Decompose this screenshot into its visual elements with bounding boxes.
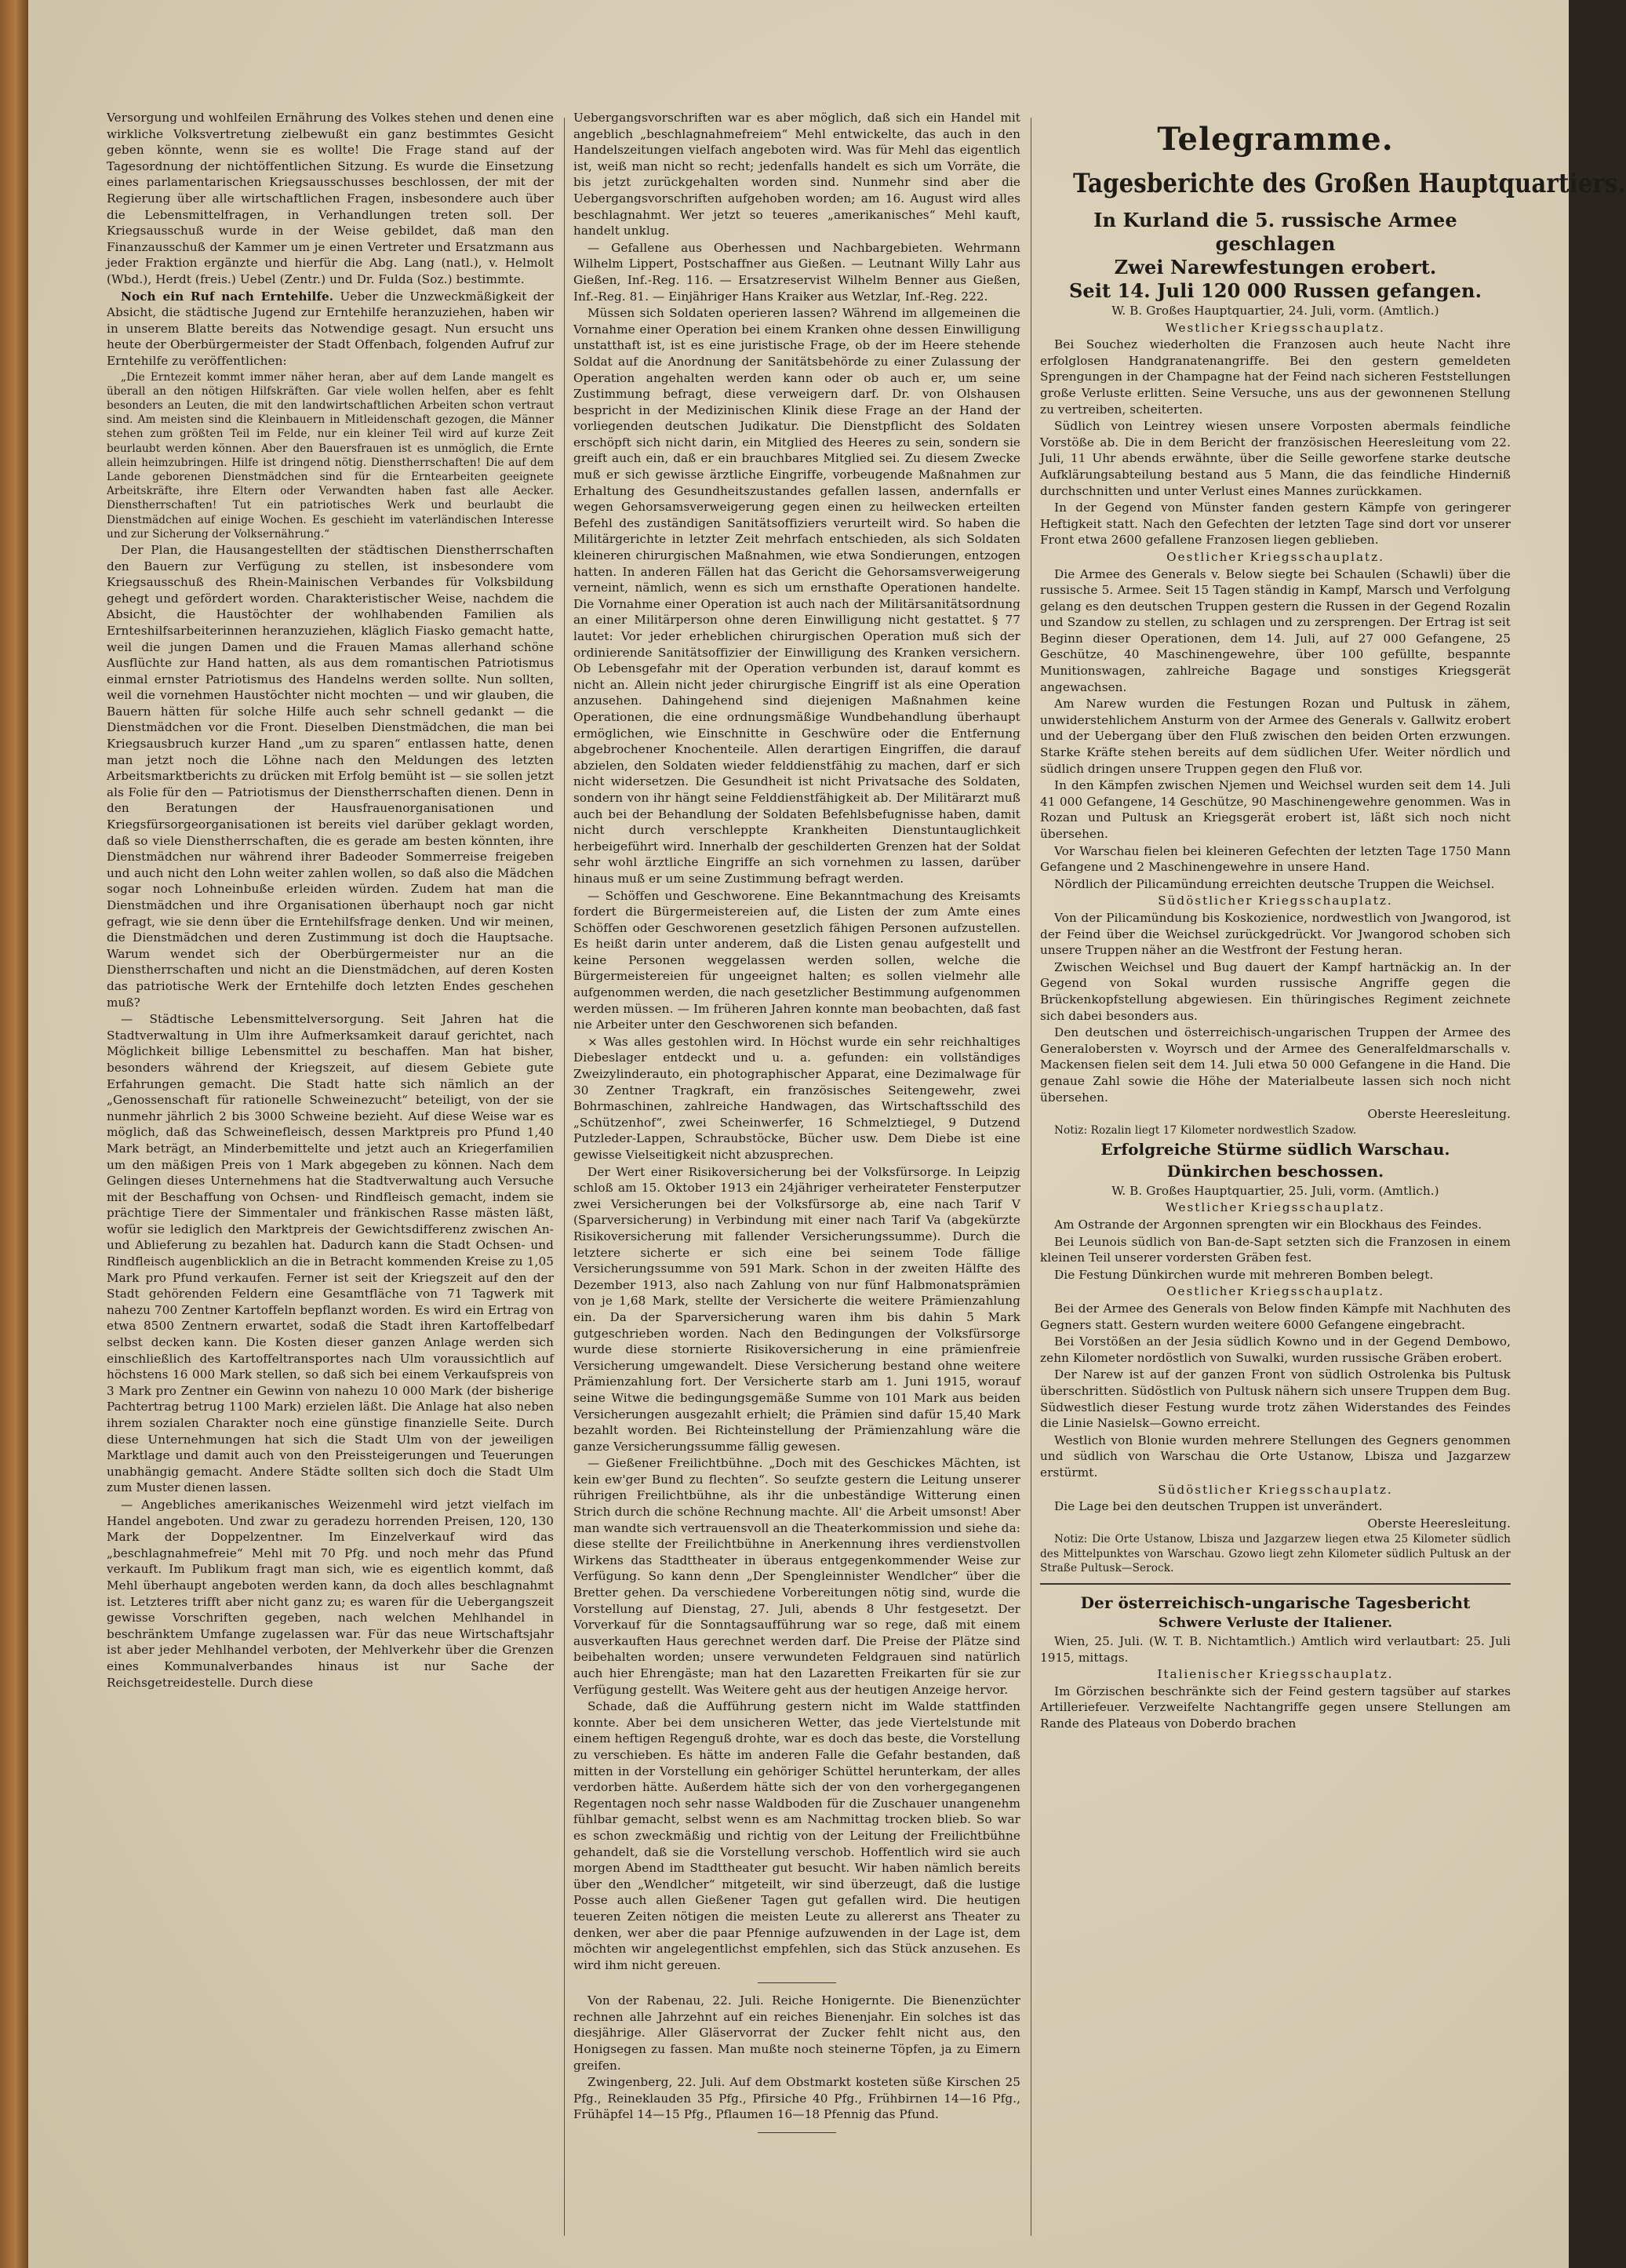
note: Notiz: Rozalin liegt 17 Kilometer nordwestlich Szadow. [1054, 1123, 1357, 1137]
headline: Erfolgreiche Stürme südlich Warschau. [1100, 1139, 1450, 1159]
column-rule [564, 118, 565, 2236]
section-rule [1040, 1583, 1511, 1585]
article-text: Ueber die Unzweckmäßigkeit der Absicht, die städtische Jugend zur Erntehilfe heranzuziehen, haben wir in unserem Blatte bereits das Notwendige gesagt. Nun ersucht uns heute der Oberbürgermeister der Stadt Offenbach, folgenden Aufruf zur Erntehilfe zu veröffentlichen: [107, 289, 555, 368]
report-paragraph: Westlich von Blonie wurden mehrere Stellungen des Gegners genommen und südlich von Warschau die Orte Ustanow, Lbisza und Jazgarzew erstürmt. [1040, 1433, 1511, 1480]
dateline: W. B. Großes Hauptquartier, 24. Juli, vorm. (Amtlich.) [1111, 304, 1439, 318]
article-paragraph: Zwingenberg, 22. Juli. Auf dem Obstmarkt kosteten süße Kirschen 25 Pfg., Reineklauden 35 Pfg., Pfirsiche 40 Pfg., Frühbirnen 14—16 Pfg., Frühäpfel 14—15 Pfg., Pflaumen 16—18 Pfennig das Pfund. [573, 2075, 1020, 2122]
section-divider [758, 2132, 836, 2133]
column-1 [107, 110, 554, 2252]
report-paragraph: Südlich von Leintrey wiesen unsere Vorposten abermals feindliche Vorstöße ab. Die in dem Bericht der französischen Heeresleitung vom 22. Juli, 11 Uhr abends erwähnte, über die Seille geworfene starke deutsche Aufklärungsabteilung bestand aus 5 Mann, die das feindliche Hinderniß durchschnitten und unter Verlust eines Mannes zurückkamen. [1040, 419, 1511, 498]
theater-heading: Westlicher Kriegsschauplatz. [1166, 320, 1385, 335]
dateline: W. B. Großes Hauptquartier, 25. Juli, vorm. (Amtlich.) [1111, 1183, 1439, 1198]
theater-heading: Westlicher Kriegsschauplatz. [1166, 1200, 1385, 1215]
report-paragraph: Die Armee des Generals v. Below siegte bei Schaulen (Schawli) über die russische 5. Armee. Seit 15 Tagen ständig in Kampf, Marsch und Verfolgung gelang es den deutschen Truppen gestern die Russen in der Gegend Rozalin und Szandow zu stellen, zu schlagen und zu zersprengen. Der Ertrag ist seit Beginn dieser Operationen, dem 14. Juli, auf 27 000 Gefangene, 25 Geschütze, 40 Maschinengewehre, über 100 gefüllte, bespannte Munitionswagen, zahlreiche Bagage und sonstiges Kriegsgerät angewachsen. [1040, 566, 1511, 694]
headline: Schwere Verluste der Italiener. [1158, 1615, 1393, 1631]
report-paragraph: Nördlich der Pilicamündung erreichten deutsche Truppen die Weichsel. [1054, 876, 1495, 891]
signature: Oberste Heeresleitung. [1367, 1107, 1511, 1122]
section-title: Telegramme. [1157, 121, 1394, 158]
column-2 [573, 110, 1020, 2252]
scan-binding-edge [0, 0, 28, 2268]
report-paragraph: Am Ostrande der Argonnen sprengten wir ein Blockhaus des Feindes. [1054, 1218, 1482, 1232]
article-paragraph: × Was alles gestohlen wird. In Höchst wurde ein sehr reichhaltiges Diebeslager entdeckt und u. a. gefunden: ein vollständiges Zweizylinderauto, ein photographischer Apparat, eine Dezimalwage für 30 Zentner Tragkraft, ein französisches Seitengewehr, zwei Bohrmaschinen, zahlreiche Handwagen, das Wirtschaftsschild des „Schützenhof“, zwei Scheinwerfer, 16 Schmelztiegel, 9 Dutzend Putzleder-Lappen, Schraubstöcke, Bücher usw. Dem Diebe ist eine gewisse Vielseitigkeit nicht abzusprechen. [573, 1034, 1020, 1162]
article-paragraph: — Gießener Freilichtbühne. „Doch mit des Geschickes Mächten, ist kein ew'ger Bund zu flechten“. So seufzte gestern die Leitung unserer rührigen Freilichtbühne, als ihr die unbeständige Witterung einen Strich durch die schöne Rechnung machte. All' die Arbeit umsonst! Aber man wandte sich vertrauensvoll an die Theaterkommission und siehe da: diese stellte der Freilichtbühne in Anerkennung ihres verdienstvollen Wirkens das Stadttheater in überaus entgegenkommender Weise zur Verfügung. So kann denn „Der Spengleinnister Wendlcher“ über die Bretter gehen. Da verschiedene Vorbereitungen nötig sind, wurde die Vorstellung auf Dienstag, 27. Juli, abends 8 Uhr festgesetzt. Der Vorverkauf für die Sonntagsaufführung war so rege, daß mit einem ausverkauften Haus gerechnet werden darf. Die Preise der Plätze sind beibehalten worden; unsere verwundeten Feldgrauen sind natürlich auch hier Ehrengäste; man hat den Lazaretten Freikarten für sie zur Verfügung gestellt. Was Weitere geht aus der heutigen Anzeige hervor. [573, 1456, 1020, 1697]
section-divider [758, 1982, 836, 1983]
report-paragraph: Bei der Armee des Generals von Below finden Kämpfe mit Nachhuten des Gegners statt. Gestern wurden weitere 6000 Gefangene eingebracht. [1040, 1301, 1511, 1332]
headline: Dünkirchen beschossen. [1166, 1161, 1384, 1181]
report-paragraph: Zwischen Weichsel und Bug dauert der Kampf hartnäckig an. In der Gegend von Sokal wurden russische Angriffe gegen die Brückenkopfstellung abgewiesen. Ein thüringisches Regiment zeichnete sich dabei besonders aus. [1040, 959, 1511, 1023]
theater-heading: Südöstlicher Kriegsschauplatz. [1158, 1482, 1393, 1497]
report-paragraph: Bei Souchez wiederholten die Franzosen auch heute Nacht ihre erfolglosen Handgranatenangriffe. Bei den gestern gemeldeten Sprengungen in der Champagne hat der Feind nach sicheren Feststellungen große Verluste erlitten. Seine Versuche, uns aus der gewonnenen Stellung zu vertreiben, scheiterten. [1040, 337, 1511, 417]
report-paragraph: Im Görzischen beschränkte sich der Feind gestern tagsüber auf starkes Artilleriefeuer. Verzweifelte Nachtangriffe gegen unsere Stellungen am Rande des Plateaus von Doberdo brachen [1040, 1684, 1511, 1731]
note: Notiz: Die Orte Ustanow, Lbisza und Jazgarzew liegen etwa 25 Kilometer südlich des Mittelpunktes von Warschau. Gzowo liegt zehn Kilometer südlich Pultusk an der Straße Pultusk—Serock. [1040, 1533, 1511, 1574]
report-paragraph: Von der Pilicamündung bis Koskozienice, nordwestlich von Jwangorod, ist der Feind über die Weichsel zurückgedrückt. Vor Jwangorod schoben sich unsere Truppen näher an die Westfront der Festung heran. [1040, 910, 1511, 958]
article-paragraph: Uebergangsvorschriften war es aber möglich, daß sich ein Handel mit angeblich „beschlagnahmefreiem“ Mehl entwickelte, das auch in den Handelszeitungen vielfach angeboten wird. Was für Mehl das eigentlich ist, weiß man nicht so recht; jedenfalls handelt es sich um Vorräte, die bis jetzt zurückgehalten worden sind. Nunmehr sind aber die Uebergangsvorschriften aufgehoben worden; am 16. August wird alles beschlagnahmt. Wer jetzt so teueres „amerikanisches“ Mehl kauft, handelt unklug. [573, 111, 1020, 238]
headline: Seit 14. Juli 120 000 Russen gefangen. [1068, 279, 1482, 302]
article-heading: Noch ein Ruf nach Erntehilfe. [121, 289, 334, 304]
article-paragraph: Der Wert einer Risikoversicherung bei der Volksfürsorge. In Leipzig schloß am 15. Oktober 1913 ein 24jähriger verheirateter Fensterputzer zwei Versicherungen bei der Volksfürsorge ab, eine nach Tarif V (Sparversicherung) in Verbindung mit einer nach Tarif Va (abgekürzte Risikoversicherung mit fallender Versicherungssumme). Durch die letztere sicherte er sich eine bei seinem Tode fällige Versicherungssumme von 591 Mark. Schon in der zweiten Hälfte des Dezember 1913, also nach Zahlung von nur fünf Halbmonatsprämien von je 1,68 Mark, stellte der Versicherte die weitere Prämienzahlung ein. Da der Sparversicherung waren ihm bis dahin 5 Mark gutgeschrieben worden. Nach den Bedingungen der Volksfürsorge wurde diese stornierte Risikoversicherung in eine prämienfreie Versicherung umgewandelt. Diese Versicherung bestand ohne weitere Prämienzahlung fort. Der Versicherte starb am 1. Juni 1915, worauf seine Witwe die bedingungsgemäße Summe von 101 Mark aus beiden Versicherungen ausgezahlt erhielt; die Prämien sind dafür 15,40 Mark bezahlt worden. Bei Richteinstellung der Prämienzahlung wäre die ganze Versicherungssumme fällig gewesen. [573, 1164, 1020, 1454]
dateline: Wien, 25. Juli. (W. T. B. Nichtamtlich.) Amtlich wird verlautbart: 25. Juli 1915, mittags. [1040, 1633, 1511, 1665]
article-paragraph: Müssen sich Soldaten operieren lassen? Während im allgemeinen die Vornahme einer Operation bei einem Kranken ohne dessen Einwilligung unstatthaft ist, ist es eine juristische Frage, ob der im Heere stehende Soldat auf die Anordnung der Sanitätsbehörde zu einer Zulassung der Operation angehalten werden kann oder ob auch er, um seine Zustimmung befragt, diese verweigern darf. Dr. von Olshausen bespricht in der Medizinischen Klinik diese Frage an der Hand der vorliegenden deutschen Judikatur. Die Dienstpflicht des Soldaten erschöpft sich nicht darin, ein Mitglied des Heeres zu sein, sondern sie greift auch ein, daß er ein brauchbares Mitglied sei. Zu diesem Zwecke muß er sich gewisse ärztliche Eingriffe, vorbeugende Maßnahmen zur Erhaltung des Gesundheitszustandes gefallen lassen, andernfalls er wegen Gehorsamsverweigerung gegen einen zu heilwecken erteilten Befehl des zuständigen Sanitätsoffiziers verurteilt wird. So haben die Militärgerichte in letzter Zeit mehrfach entschieden, als sich Soldaten kleineren chirurgischen Maßnahmen, wie etwa Sondierungen, entzogen hatten. In anderen Fällen hat das Gericht die Gehorsamsverweigerung verneint, nämlich, wenn es sich um ernsthafte Operationen handelte. Die Vornahme einer Operation ist auch nach der Militärsanitätsordnung an einer Militärperson ohne deren Einwilligung nicht gestattet. § 77 lautet: Vor jeder erheblichen chirurgischen Operation muß sich der ordinierende Sanitätsoffizier der Einwilligung des Kranken versichern. Ob Lebensgefahr mit der Operation verbunden ist, darauf kommt es nicht an. Allein nicht jeder chirurgische Eingriff ist als eine Operation anzusehen. Dahingehend sind diejenigen Maßnahmen keine Operationen, die eine ordnungsmäßige Wundbehandlung überhaupt ermöglichen, wie Einschnitte in Geschwüre oder die Entfernung abgebrochener Knochenteile. Allen derartigen Eingriffen, die darauf abzielen, den Soldaten wieder felddienstfähig zu machen, darf er sich nicht widersetzen. Die Gesundheit ist nicht Privatsache des Soldaten, sondern von ihr hängt seine Felddienstfähigkeit ab. Der Militärarzt muß auch bei der Behandlung der Soldaten Befehlsbefugnisse haben, damit nicht durch verschleppte Krankheiten Dienstuntauglichkeit herbeigeführt wird. Innerhalb der geschilderten Grenzen hat der Soldat sehr wohl ärztliche Eingriffe an sich vornehmen zu lassen, darüber hinaus muß er um seine Zustimmung befragt werden. [573, 306, 1020, 886]
article-paragraph: Schade, daß die Aufführung gestern nicht im Walde stattfinden konnte. Aber bei dem unsicheren Wetter, das jede Viertelstunde mit einem heftigen Regenguß drohte, war es doch das beste, die Vorstellung zu verschieben. Es hätte im anderen Falle die Gefahr bestanden, daß mitten in der Vorstellung ein gehöriger Schüttel herunterkam, der alles verdorben hätte. Außerdem hätte sich der von den vorhergegangenen Regentagen noch sehr nasse Waldboden für die Zuschauer unangenehm fühlbar gemacht, selbst wenn es am Nachmittag trocken blieb. So war es schon zweckmäßig und richtig von der Leitung der Freilichtbühne gehandelt, daß sie die Vorstellung verschob. Hoffentlich wird sie auch morgen Abend im Stadttheater gut besucht. Wir haben nämlich bereits über den „Wendlcher“ mitgeteilt, wir sind überzeugt, daß die lustige Posse auch allen Gießener Tagen gut gefallen wird. Die heutigen teueren Zeiten nötigen die meisten Leute zu allererst ans Theater zu denken, wer aber die paar Pfennige aufzuwenden in der Lage ist, dem möchten wir angelegentlichst empfehlen, sich das Stück anzusehen. Es wird ihm nicht gereuen. [573, 1699, 1020, 1972]
article-paragraph: Versorgung und wohlfeilen Ernährung des Volkes stehen und denen eine wirkliche Volksvertretung zielbewußt ein ganz bestimmtes Gesicht geben könnte, wenn sie es wollte! Die Frage stand auf der Tagesordnung der nichtöffentlichen Sitzung. Es wurde die Einsetzung eines parlamentarischen Kriegsausschusses beschlossen, der mit der Regierung über alle wirtschaftlichen Fragen, insbesondere auch über die Lebensmittelfragen, in Verhandlungen treten soll. Der Kriegsausschuß wurde in der Weise gebildet, daß man den Finanzausschuß der Kammer um je einen Vertreter und Ersatzmann aus jeder Fraktion ergänzte und hierfür die Abg. Lang (natl.), v. Helmolt (Wbd.), Herdt (freis.) Uebel (Zentr.) und Dr. Fulda (Soz.) bestimmte. [107, 111, 554, 286]
report-paragraph: Bei Leunois südlich von Ban-de-Sapt setzten sich die Franzosen in einem kleinen Teil unserer vordersten Gräben fest. [1040, 1234, 1511, 1265]
report-paragraph: Die Festung Dünkirchen wurde mit mehreren Bomben belegt. [1054, 1267, 1434, 1282]
signature: Oberste Heeresleitung. [1367, 1516, 1511, 1531]
report-paragraph: In der Gegend von Münster fanden gestern Kämpfe von geringerer Heftigkeit statt. Nach den Gefechten der letzten Tage sind dort vor unserer Front etwa 2600 gefallene Franzosen liegen geblieben. [1040, 501, 1511, 548]
article-paragraph: — Angebliches amerikanisches Weizenmehl wird jetzt vielfach im Handel angeboten. Und zwar zu geradezu horrenden Preisen, 120, 130 Mark der Doppelzentner. Im Einzelverkauf wird das „beschlagnahmefreie“ Mehl mit 70 Pfg. und noch mehr das Pfund verkauft. Im Publikum fragt man sich, wie es eigentlich kommt, daß Mehl überhaupt angeboten werden kann, da doch alles beschlagnahmt ist. Letzteres trifft aber nicht ganz zu; es waren für die Uebergangszeit gewisse Vorschriften gegeben, nach welchen Mehlhandel in beschränktem Umfange zugelassen war. Für das neue Wirtschaftsjahr ist aber jeder Mehlhandel verboten, der Mehlverkehr über die Grenzen eines Kommunalverbandes hinaus ist nur Sache der Reichsgetreidestelle. Durch diese [107, 1497, 554, 1690]
report-paragraph: Den deutschen und österreichisch-ungarischen Truppen der Armee des Generalobersten v. Woyrsch und der Armee des Generalfeldmarschalls v. Mackensen fielen seit dem 14. Juli etwa 50 000 Gefangene in die Hand. Die genaue Zahl sowie die Höhe der Materialbeute lassen sich noch nicht übersehen. [1040, 1025, 1511, 1105]
headline: Der österreichisch-ungarische Tagesbericht [1080, 1593, 1471, 1612]
article-paragraph: Von der Rabenau, 22. Juli. Reiche Honigernte. Die Bienenzüchter rechnen alle Jahrzehnt auf ein reiches Bienenjahr. Ein solches ist das diesjährige. Aller Gläservorrat der Zucker fehlt nicht aus, den Honigsegen zu fassen. Man mußte noch steinerne Töpfen, ja zu Eimern greifen. [573, 1993, 1020, 2073]
article-paragraph: — Gefallene aus Oberhessen und Nachbargebieten. Wehrmann Wilhelm Lippert, Postschaffner aus Gießen. — Leutnant Willy Lahr aus Gießen, Inf.-Reg. 116. — Ersatzreservist Wilhelm Benner aus Gießen, Inf.-Reg. 81. — Einjähriger Hans Kraiker aus Wetzlar, Inf.-Reg. 222. [573, 240, 1020, 304]
headline: Tagesberichte des Großen Hauptquartiers. [1073, 168, 1626, 199]
article-paragraph [107, 289, 554, 370]
column-3 [1040, 118, 1626, 2259]
report-paragraph: Die Lage bei den deutschen Truppen ist unverändert. [1054, 1499, 1383, 1514]
report-paragraph: Vor Warschau fielen bei kleineren Gefechten der letzten Tage 1750 Mann Gefangene und 2 Maschinengewehre in unsere Hand. [1040, 843, 1511, 875]
report-paragraph: Am Narew wurden die Festungen Rozan und Pultusk in zähem, unwiderstehlichem Ansturm von der Armee des Generals v. Gallwitz erobert und der Uebergang über den Fluß zwischen den beiden Orten erzwungen. Starke Kräfte stehen bereits auf dem südlichen Ufer. Weiter nördlich und südlich dringen unsere Truppen gegen den Fluß vor. [1040, 697, 1511, 776]
theater-heading: Italienischer Kriegsschauplatz. [1157, 1667, 1394, 1682]
report-paragraph: In den Kämpfen zwischen Njemen und Weichsel wurden seit dem 14. Juli 41 000 Gefangene, 14 Geschütze, 90 Maschinengewehre genommen. Was in Rozan und Pultusk an Kriegsgerät erobert ist, läßt sich noch nicht übersehen. [1040, 778, 1511, 841]
report-paragraph: Bei Vorstößen an der Jesia südlich Kowno und in der Gegend Dembowo, zehn Kilometer nordöstlich von Suwalki, wurden russische Gräben erobert. [1040, 1334, 1511, 1365]
article-paragraph: — Städtische Lebensmittelversorgung. Seit Jahren hat die Stadtverwaltung in Ulm ihre Aufmerksamkeit darauf gerichtet, nach Möglichkeit billige Lebensmittel zu beschaffen. Man hat bisher, besonders während der Kriegszeit, auf diesem Gebiete gute Erfahrungen gemacht. Die Stadt hatte sich nämlich an der „Genossenschaft für rationelle Schweinezucht“ beteiligt, von der sie nunmehr jährlich 2 bis 3000 Schweine bezieht. Auf diese Weise war es möglich, daß das Schweinefleisch, dessen Marktpreis pro Pfund 1,40 Mark beträgt, an Minderbemittelte und jetzt auch an Kriegerfamilien um den mäßigen Preis von 1 Mark abgegeben zu können. Nach dem Gelingen dieses Unternehmens hat die Stadtverwaltung auch Versuche mit der Beschaffung von Ochsen- und Rindfleisch gemacht, indem sie prächtige Tiere der Simmentaler und fränkischen Rasse mästen läßt, wofür sie lediglich den Marktpreis der Gewichtsdifferenz zwischen An- und Ablieferung zu bezahlen hat. Dadurch kann die Stadt Ochsen- und Rindfleisch augenblicklich an die in Betracht kommenden Kreise zu 1,05 Mark pro Pfund verkaufen. Ferner ist seit der Kriegszeit auf den der Stadt gehörenden Feldern eine Gesamtfläche von 71 Tagwerk mit nahezu 700 Zentner Kartoffeln bepflanzt worden. Es wird ein Ertrag von etwa 8500 Zentnern erwartet, sodaß die Stadt ihren Kartoffelbedarf selbst decken kann. Die Kosten dieser ganzen Anlage werden sich einschließlich des Kartoffeltransportes nach Ulm voraussichtlich auf höchstens 16 000 Mark stellen, so daß sich bei einem Verkaufspreis von 3 Mark pro Zentner ein Gewinn von nahezu 10 000 Mark (der bisherige Pachtertrag betrug 1100 Mark) erzielen läßt. Die Anlage hat also neben ihrem sozialen Charakter noch eine günstige finanzielle Seite. Durch diese Unternehmungen hat sich die Stadt Ulm von der jeweiligen Marktlage und damit auch von den Preissteigerungen und Teuerungen unabhängig gemacht. Andere Städte sollten sich doch die Stadt Ulm zum Muster dienen lassen. [107, 1012, 554, 1495]
article-paragraph: — Schöffen und Geschworene. Eine Bekanntmachung des Kreisamts fordert die Bürgermeistereien auf, die Listen der zum Amte eines Schöffen oder Geschworenen gesetzlich fähigen Personen aufzustellen. Es heißt darin unter anderem, daß die Listen genau aufgestellt und keine Personen weggelassen werden sollen, welche die Bürgermeistereien für ungeeignet halten; es sollen vielmehr alle aufgenommen werden, die nach gesetzlicher Bestimmung aufgenommen werden müssen. — Im früheren Jahren konnte man beobachten, daß fast nie Arbeiter unter den Geschworenen sich befanden. [573, 888, 1020, 1032]
headline: In Kurland die 5. russische Armee geschlagen [1093, 209, 1457, 255]
quoted-appeal: „Die Erntezeit kommt immer näher heran, aber auf dem Lande mangelt es überall an den nötigen Hilfskräften. Gar viele wollen helfen, aber es fehlt besonders an Leuten, die mit den landwirtschaftlichen Arbeiten schon vertraut sind. Am meisten sind die Kleinbauern in Mitleidenschaft gezogen, die Männer stehen zum größten Teil im Felde, nur ein kleiner Teil wird auf kurze Zeit beurlaubt werden können. Aber den Bauersfrauen ist es unmöglich, die Ernte allein heimzubringen. Hilfe ist dringend nötig. Dienstherrschaften! Die auf dem Lande geborenen Dienstmädchen sind für die Erntearbeiten geeignete Arbeitskräfte, ihre Eltern oder Verwandten haben fast alle Aecker. Dienstherrschaften! Tut ein patriotisches Werk und beurlaubt die Dienstmädchen auf einige Wochen. Es geschieht im vaterländischen Interesse und zur Sicherung der Volksernährung.“ [107, 370, 554, 541]
theater-heading: Südöstlicher Kriegsschauplatz. [1158, 894, 1393, 908]
theater-heading: Oestlicher Kriegsschauplatz. [1166, 549, 1384, 564]
newspaper-page [28, 0, 1626, 2268]
theater-heading: Oestlicher Kriegsschauplatz. [1166, 1284, 1384, 1299]
headline: Zwei Narewfestungen erobert. [1114, 256, 1437, 278]
article-paragraph: Der Plan, die Hausangestellten der städtischen Dienstherrschaften den Bauern zur Verfügung zu stellen, ist insbesondere vom Kriegsausschuß des Rhein-Mainischen Verbandes für Volksbildung gehegt und gefördert worden. Charakteristischer Weise, nachdem die Absicht, die Haustöchter der wohlhabenden Familien als Ernteshilfsarbeiterinnen heranzuziehen, kläglich Fiasko gemacht hatte, weil die jungen Damen und die Frauen Mamas allerhand schöne Ausflüchte zur Hand hatten, als aus dem romantischen Patriotismus einmal ernster Patriotismus des Handelns werden sollte. Nun sollten, weil die vornehmen Haustöchter nicht mochten — und wir glauben, die Bauern hätten für solche Hilfe auch sehr schnell gedankt — die Dienstmädchen vor die Front. Dieselben Dienstmädchen, die man bei Kriegsausbruch kurzer Hand „um zu sparen“ entlassen hatte, denen man jetzt noch die Löhne nach den Meldungen des letzten Arbeitsmarktberichts zu drücken mit Erfolg bemüht ist — sie sollen jetzt als Folie für den — Patriotismus der Dienstherrschaften dienen. Denn in den Beratungen der Hausfrauenorganisationen und Kriegsfürsorgeorganisationen ist bereits viel darüber geklagt worden, daß so viele Dienstherrschaften, die es gerade am besten könnten, ihre Dienstmädchen nur während ihrer Badeoder Sommerreise freigeben und auch nicht den Lohn weiter zahlen wollen, so daß also die Mädchen sogar noch Lohneinbuße erleiden würden. Zudem hat man die Dienstmädchen und ihre Organisationen überhaupt noch gar nicht gefragt, wie sie denn über die Erntehilfsfrage denken. Und wir meinen, die Dienstmädchen und deren Zustimmung ist doch die Hauptsache. Warum wendet sich der Oberbürgermeister nur an die Dienstherrschaften und nicht an die Dienstmädchen, auf deren Kosten das patriotische Werk der Erntehilfe doch letzten Endes geschehen muß? [107, 542, 554, 1010]
report-paragraph: Der Narew ist auf der ganzen Front von südlich Ostrolenka bis Pultusk überschritten. Südöstlich von Pultusk nähern sich unsere Truppen dem Bug. Südwestlich dieser Festung wurde trotz zähen Widerstandes des Feindes die Linie Nasielsk—Gowno erreicht. [1040, 1367, 1511, 1431]
